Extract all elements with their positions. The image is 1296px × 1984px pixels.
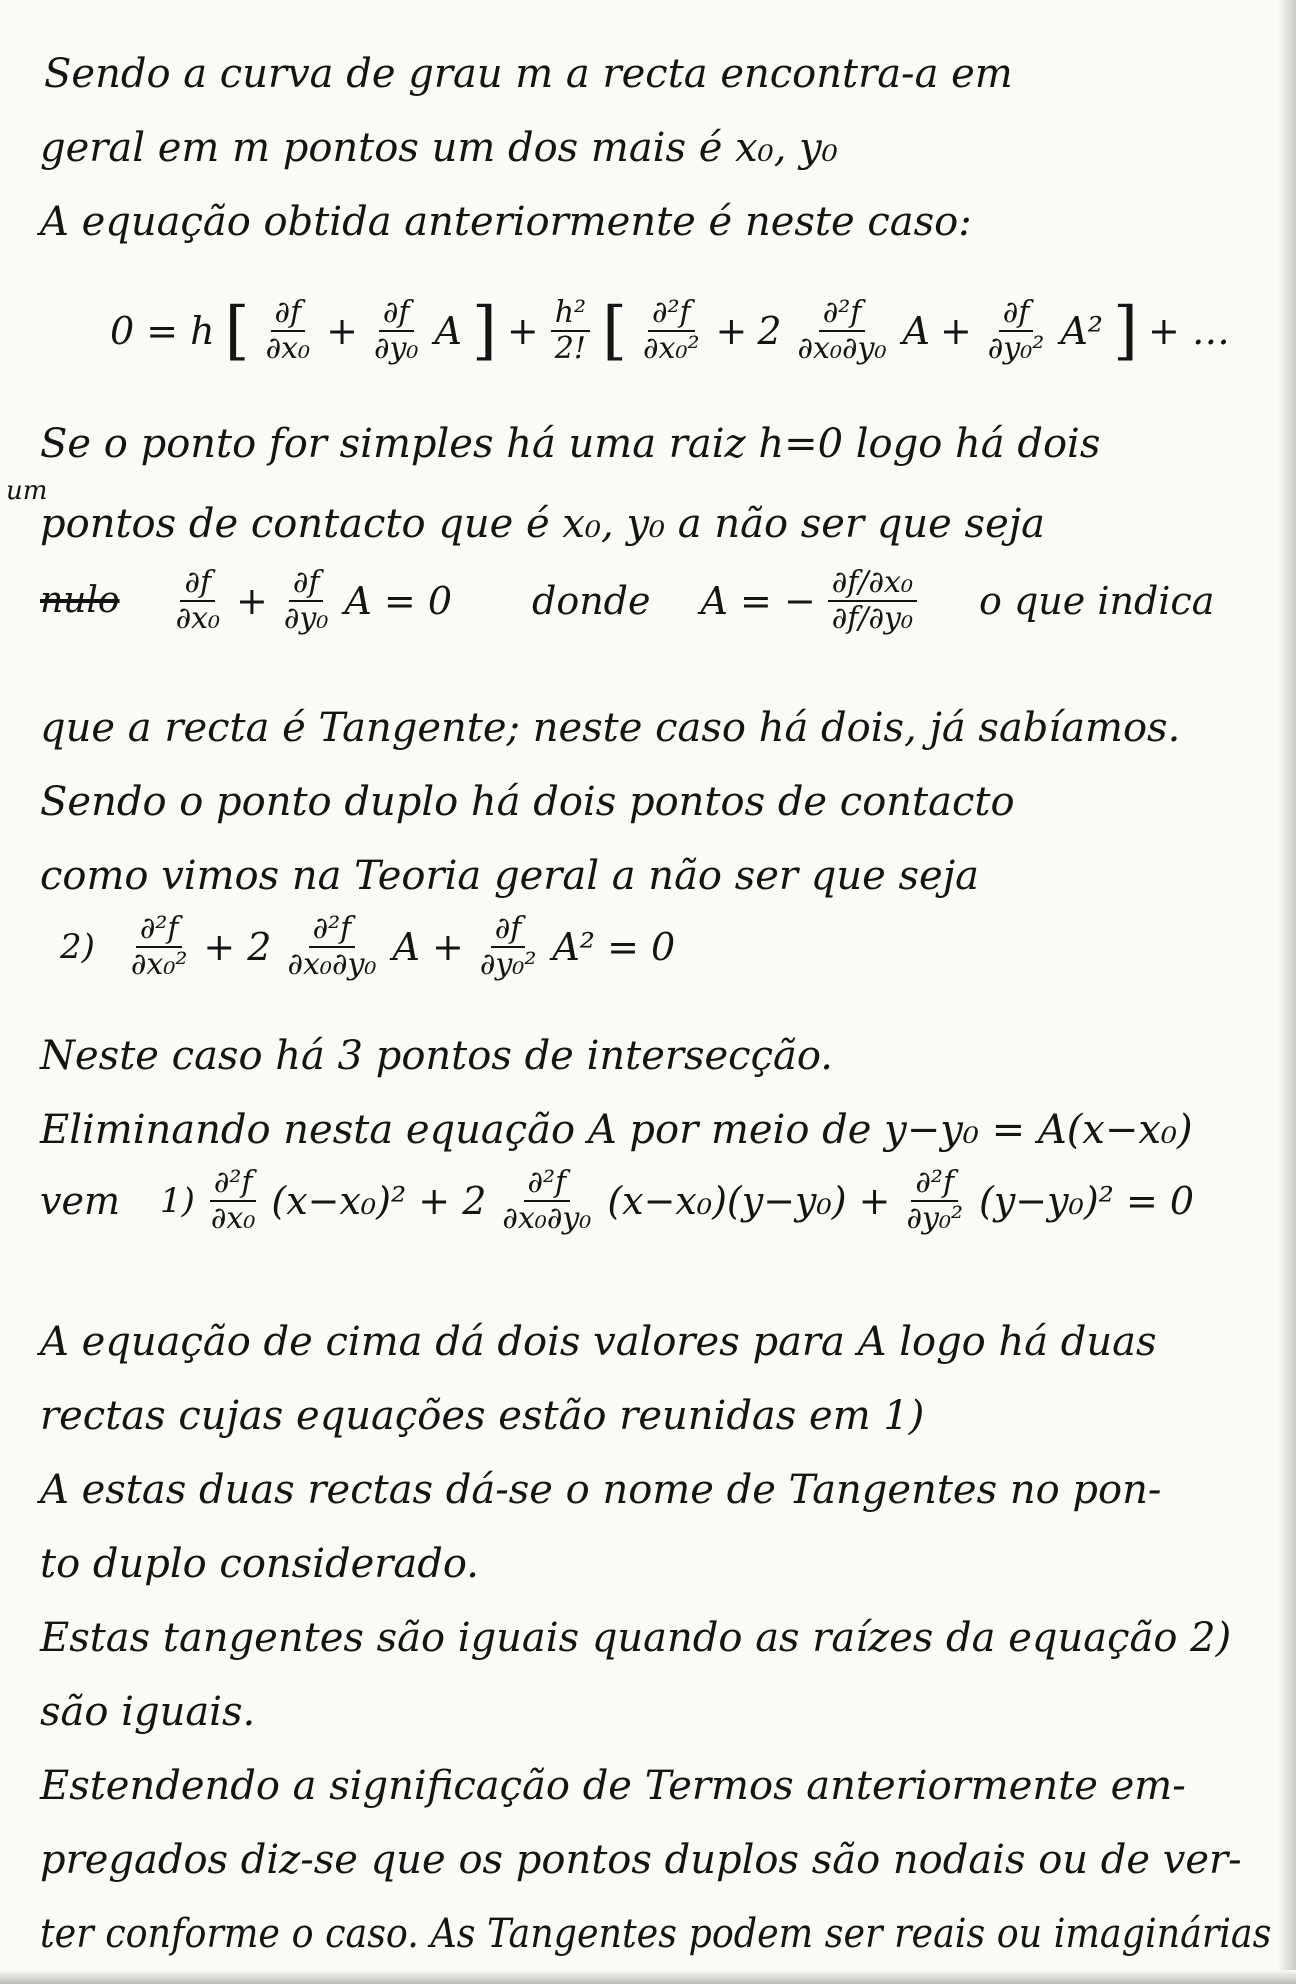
text-line-7-suffix: o que indica — [979, 579, 1215, 623]
fraction: $\frac{\text{∂²f}}{\text{∂x₀∂y₀}}$ — [287, 911, 377, 982]
variable-a: A + — [392, 925, 464, 969]
text-line-17: A estas duas rectas dá-se o nome de Tangentes no pon- — [40, 1467, 1162, 1513]
text-line-2: geral em m pontos um dos mais é x₀, y₀ — [40, 125, 838, 171]
plus-sign: + — [715, 309, 748, 353]
eq-main-lhs: 0 = h — [110, 309, 215, 353]
plus-sign: + — [939, 309, 972, 353]
bracket-close: ] — [1113, 294, 1138, 368]
fraction: $\frac{\text{∂²f}}{\text{∂x₀²}}$ — [643, 295, 700, 366]
text-line-18: to duplo considerado. — [40, 1541, 479, 1587]
word-vem: vem — [40, 1179, 120, 1223]
struck-word: nulo — [40, 580, 120, 621]
variable-a-squared: A² — [1060, 309, 1103, 353]
equation-rest: A = 0 — [344, 579, 452, 623]
plus-sign: + — [506, 309, 539, 353]
margin-note: um — [6, 476, 48, 506]
text-line-8: que a recta é Tangente; neste caso há dois, já sabíamos. — [40, 705, 1181, 751]
text-line-9: Sendo o ponto duplo há dois pontos de contacto — [40, 779, 1015, 825]
equation-part: (y−y₀)² = 0 — [979, 1179, 1195, 1223]
variable-a: A — [434, 309, 462, 353]
equation-rest: A² = 0 — [552, 925, 676, 969]
page-edge-right — [1278, 0, 1296, 1984]
fraction: $\frac{\text{h²}}{2!}$ — [551, 296, 590, 366]
fraction: $\frac{\partial f}{\text{∂x₀}}$ — [265, 295, 311, 366]
fraction: $\frac{\partial f}{\text{∂y₀²}}$ — [987, 295, 1045, 366]
equation-label: 1) — [160, 1181, 195, 1221]
equation-2 — [60, 912, 675, 982]
text-line-22: pregados diz-se que os pontos duplos são nodais ou de ver- — [40, 1837, 1242, 1883]
text-line-23: ter conforme o caso. As Tangentes podem ser reais ou imaginárias — [40, 1911, 1272, 1957]
variable-a: A — [902, 309, 930, 353]
equation-tangent-line — [40, 566, 1214, 636]
text-line-5-text: Se o ponto for simples há uma raiz h=0 logo há dois — [40, 421, 1101, 467]
fraction: $\frac{\text{∂²f}}{\text{∂x₀}}$ — [210, 1165, 256, 1236]
eq-a-lhs: A = − — [700, 579, 816, 623]
equation-part: (x−x₀)(y−y₀) + — [607, 1179, 891, 1223]
fraction: $\frac{\text{∂²f}}{\text{∂y₀²}}$ — [906, 1165, 964, 1236]
fraction: $\frac{\partial f}{\text{∂y₀²}}$ — [479, 911, 537, 982]
bracket-open: [ — [224, 294, 250, 368]
text-line-12: Neste caso há 3 pontos de intersecção. — [40, 1033, 833, 1079]
fraction: $\frac{\text{∂²f}}{\text{∂x₀²}}$ — [130, 911, 188, 982]
equation-expansion — [110, 296, 1230, 366]
text-line-6: pontos de contacto que é x₀, y₀ a não ser que seja — [40, 501, 1045, 547]
fraction: $\frac{\text{∂²f}}{\text{∂x₀∂y₀}}$ — [797, 295, 887, 366]
fraction: $\frac{\partial f}{\text{∂y₀}}$ — [373, 295, 419, 366]
fraction: $\frac{\partial f}{\text{∂x₀}}$ — [175, 565, 221, 636]
page-edge-bottom — [0, 1970, 1296, 1984]
plus-sign: + — [326, 309, 358, 353]
text-line-21: Estendendo a significação de Termos anteriormente em- — [40, 1763, 1186, 1809]
coefficient: 2 — [757, 309, 782, 353]
word-donde: donde — [532, 579, 651, 623]
text-line-1: Sendo a curva de grau m a recta encontra-a em — [44, 51, 1013, 97]
coefficient: + 2 — [203, 925, 272, 969]
text-line-13: Eliminando nesta equação A por meio de y−y₀ = A(x−x₀) — [40, 1107, 1193, 1153]
equation-part: (x−x₀)² + 2 — [271, 1179, 487, 1223]
equation-1 — [40, 1166, 1194, 1236]
text-line-16: rectas cujas equações estão reunidas em 1) — [40, 1393, 925, 1439]
fraction-a: $\frac{\text{∂f/∂x₀}}{\text{∂f/∂y₀}}$ — [828, 566, 917, 636]
text-line-19: Estas tangentes são iguais quando as raízes da equação 2) — [40, 1615, 1232, 1661]
text-line-10: como vimos na Teoria geral a não ser que seja — [40, 853, 979, 899]
text-line-20: são iguais. — [40, 1689, 256, 1735]
ellipsis: + … — [1147, 309, 1230, 353]
text-line-3: A equação obtida anteriormente é neste caso: — [40, 199, 972, 245]
bracket-open: [ — [602, 294, 628, 368]
plus-sign: + — [236, 579, 268, 623]
equation-label: 2) — [60, 927, 95, 967]
fraction: $\frac{\text{∂²f}}{\text{∂x₀∂y₀}}$ — [502, 1165, 592, 1236]
text-line-15: A equação de cima dá dois valores para A logo há duas — [40, 1319, 1157, 1365]
bracket-close: ] — [471, 294, 497, 368]
fraction: $\frac{\partial f}{\text{∂y₀}}$ — [283, 565, 329, 636]
